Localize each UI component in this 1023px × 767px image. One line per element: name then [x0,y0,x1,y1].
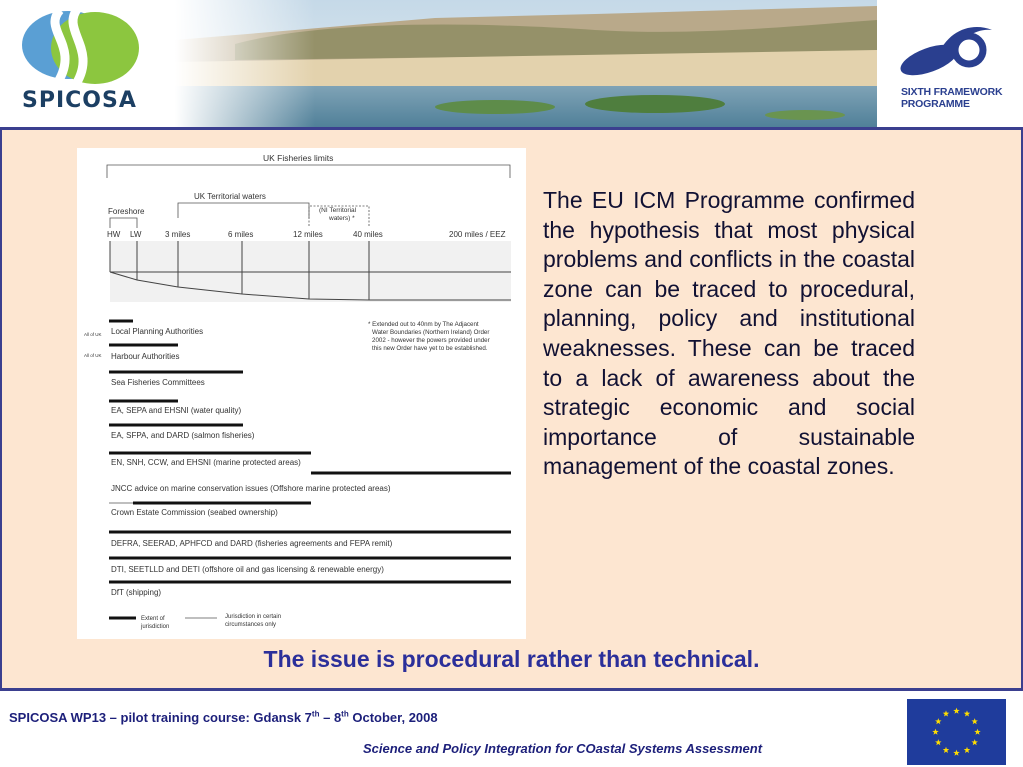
zone-label-hw: HW [107,230,121,239]
body-defra: DEFRA, SEERAD, APHFCD and DARD (fisheries agreements and FEPA remit) [111,539,393,548]
eu-star-icon [935,718,941,724]
uk-fisheries-limits-diagram [77,148,526,639]
diagram-footnote-1: * Extended out to 40nm by The Adjacent [368,321,479,328]
zone-label-200-miles: 200 miles / EEZ [449,230,506,239]
course-prefix: SPICOSA WP13 – pilot training course: Gdansk 7 [9,710,312,725]
fp6-emblem-icon [877,0,1023,86]
body-en-snh: EN, SNH, CCW, and EHSNI (marine protected areas) [111,458,301,467]
eu-star-icon [971,718,977,724]
body-harbour: Harbour Authorities [111,352,180,361]
legend-extent-line2: jurisdiction [141,624,170,630]
spicosa-logo-icon [0,0,175,90]
body-paragraph: The EU ICM Programme confirmed the hypothesis that most physical problems and conflicts in the coastal zone can be traced to procedural, planning, policy and institutional weaknesses. These can be traced to a lack of awareness about the strategic economic and social importance of sustainable management of the coastal zones. [543,187,915,480]
legend-extent-line1: Extent of [141,616,165,622]
eu-star-icon [932,729,938,735]
logo-text: SPICOSA [22,88,137,113]
zone-label-12-miles: 12 miles [293,230,323,239]
eu-flag-icon [907,699,1006,765]
diagram-footnote-2: Water Boundaries (Northern Ireland) Order [372,329,490,336]
zone-label-lw: LW [130,230,142,239]
footer-course-info [9,710,438,725]
coastal-banner-image [175,0,877,128]
fp-line2: PROGRAMME [901,98,970,110]
zone-label-6-miles: 6 miles [228,230,254,239]
zone-label-3-miles: 3 miles [165,230,191,239]
zone-label-40-miles: 40 miles [353,230,383,239]
slide-caption: The issue is procedural rather than technical. [263,646,760,672]
content-divider [0,688,1023,691]
eu-star-icon [953,750,959,756]
eu-star-icon [964,710,970,716]
eu-star-icon [964,747,970,753]
body-jncc: JNCC advice on marine conservation issues (Offshore marine protected areas) [111,484,391,493]
diagram-ni-label-2: waters) * [329,215,355,222]
body-sea-fisheries: Sea Fisheries Committees [111,378,205,387]
course-sup-1: th [311,709,320,719]
sixth-framework-logo [877,0,1023,128]
diagram-territorial-label: UK Territorial waters [194,192,266,201]
course-sup-2: th [341,709,349,719]
body-local-planning: Local Planning Authorities [111,327,204,336]
eu-star-icon [943,710,949,716]
eu-star-icon [935,739,941,745]
fp-title [901,86,1021,110]
footer-tagline: Science and Policy Integration for COastal Systems Assessment [363,741,763,756]
diagram-foreshore-label: Foreshore [108,207,145,216]
course-suffix: October, 2008 [348,710,438,725]
body-dft: DfT (shipping) [111,588,162,597]
fp-line1: SIXTH FRAMEWORK [901,86,1003,98]
diagram-title: UK Fisheries limits [263,153,334,163]
diagram-ni-label-1: (NI Territorial [319,207,357,214]
legend-certain-line1: Jurisdiction in certain [225,614,282,620]
diagram-footnote-3: 2002 - however the powers provided under [372,337,490,344]
course-mid: – 8 [319,710,342,725]
body-ea-sepa: EA, SEPA and EHSNI (water quality) [111,406,242,415]
eu-star-icon [943,747,949,753]
body-crown-estate: Crown Estate Commission (seabed ownership) [111,508,278,517]
eu-star-icon [974,729,980,735]
diagram-footnote-4: this new Order have yet to be established. [372,345,488,352]
eu-star-icon [953,708,959,714]
all-of-uk-label-1: All of UK [84,332,102,337]
eu-star-icon [971,739,977,745]
body-ea-sfpa: EA, SFPA, and DARD (salmon fisheries) [111,431,255,440]
spicosa-logo [0,0,175,128]
all-of-uk-label-2: All of UK [84,353,102,358]
body-dti: DTI, SEETLLD and DETI (offshore oil and gas licensing & renewable energy) [111,565,384,574]
legend-certain-line2: circumstances only [225,622,277,628]
header [0,0,1023,128]
